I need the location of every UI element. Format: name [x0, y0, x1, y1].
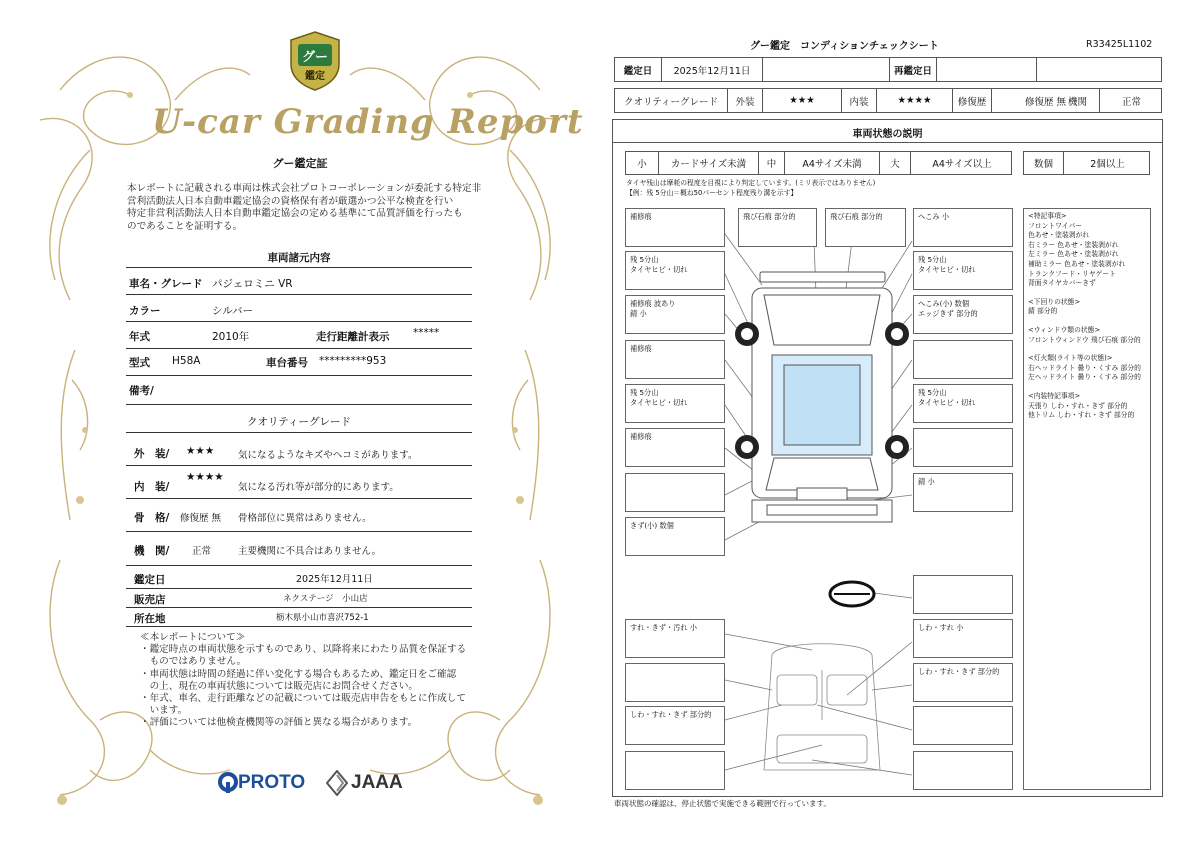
note-line: 色あせ・塗装剥がれ [1028, 231, 1090, 240]
spec-label: カラー [129, 305, 161, 317]
interior-box: しわ・すれ・きず 部分的 [913, 663, 1013, 702]
spec-label: 車台番号 [266, 357, 308, 369]
note-line: 背面タイヤカバーきず [1028, 279, 1096, 288]
size-s-desc: カードサイズ未満 [659, 152, 759, 174]
interior-box [625, 663, 725, 702]
condition-box: 残 5分山 タイヤヒビ・切れ [625, 251, 725, 290]
spec-value: 2010年 [212, 331, 250, 343]
spec-value: *********953 [319, 355, 387, 367]
reappraisal-label: 再鑑定日 [890, 58, 937, 81]
interior-box [913, 751, 1013, 790]
proto-logo-text: PROTO [238, 772, 306, 793]
grade-row-engine [126, 532, 472, 566]
note-line: ものではありません。 [140, 656, 247, 668]
date-row [614, 57, 1162, 82]
note-line: ・鑑定時点の車両状態を示すものであり、以降将来にわたり品質を保証する [140, 644, 467, 656]
appraisal-value: 栃木県小山市喜沢752-1 [276, 613, 369, 623]
condition-box [625, 473, 725, 512]
spec-row-model [126, 349, 472, 376]
date-label: 鑑定日 [615, 58, 662, 81]
note-line: ・車両状態は時間の経過に伴い変化する場合もあるため、鑑定日をご確認 [140, 668, 457, 680]
grade-row-frame [126, 499, 472, 532]
size-m-desc: A4サイズ未満 [785, 152, 880, 174]
spec-label: 走行距離計表示 [316, 331, 390, 343]
repair-value: 修復歴 無 [992, 89, 1100, 112]
note-line: <ウィンドウ類の状態> [1028, 325, 1101, 334]
note-line: 右ヘッドライト 曇り・くすみ 部分的 [1028, 363, 1141, 372]
appraisal-label: 鑑定日 [134, 574, 166, 586]
jaaa-logo-text: JAAA [351, 772, 403, 793]
spec-row-remarks [126, 376, 472, 405]
int-label: 内装 [842, 89, 877, 112]
note-line: 他トリム しわ・すれ・きず 部分的 [1028, 411, 1135, 420]
note-line: <内装特記事項> [1028, 391, 1081, 400]
tire-note-line: タイヤ残山は摩耗の程度を目視により判定しています。(ミリ表示ではありません) [626, 179, 876, 187]
note-line: トランクフード・リヤゲート [1028, 269, 1116, 278]
note-line: の上、現在の車両状態については販売店にお問合せください。 [140, 680, 419, 692]
emblem-bottom-text: 鑑定 [305, 71, 325, 82]
intro-line: 特定非営利活動法人日本自動車鑑定協会の定める基準にて品質評価を行ったも [127, 208, 463, 220]
spec-label: 型式 [129, 357, 150, 369]
condition-box: 錆 小 [913, 473, 1013, 512]
certificate-title: グー鑑定証 [272, 157, 328, 170]
note-line: 左ミラー 色あせ・塗装剥がれ [1028, 250, 1119, 259]
count-desc: 2個以上 [1090, 159, 1125, 170]
condition-box: 補修痕 波あり 錆 小 [625, 295, 725, 334]
note-line: フロントワイパー [1028, 221, 1083, 230]
note-line: います。 [140, 705, 188, 717]
interior-box [913, 706, 1013, 745]
script-title: U-car Grading Report [152, 102, 584, 142]
grade-comment: 気になるようなキズやヘコミがあります。 [238, 450, 418, 461]
size-legend [625, 151, 1012, 175]
spec-row-color [126, 295, 472, 322]
condition-box: 飛び石痕 部分的 [738, 208, 817, 247]
note-line: 右ミラー 色あせ・塗装剥がれ [1028, 240, 1119, 249]
tire-note-line: 【例：残 5分山＝概ね50パーセント程度残り溝を示す】 [626, 188, 798, 197]
condition-box: 残 5分山 タイヤヒビ・切れ [913, 251, 1013, 290]
interior-box [913, 575, 1013, 614]
size-l-desc: A4サイズ以上 [932, 159, 992, 170]
ext-label: 外装 [728, 89, 763, 112]
appraisal-date-row [126, 566, 472, 589]
spec-row-year [126, 322, 472, 349]
grade-value: ★★★★ [186, 471, 224, 483]
spec-value: パジェロミニ VR [212, 278, 293, 290]
report-notes [140, 632, 500, 730]
proto-mark-icon [218, 772, 238, 794]
size-m: 中 [759, 152, 785, 174]
engine-label: 機関 [1056, 89, 1100, 112]
int-value: ★★★★ [877, 89, 953, 112]
intro-line: のであることを証明する。 [127, 220, 243, 232]
grade-label: 機 関/ [134, 545, 170, 557]
footer-note: 車両状態の確認は、停止状態で実施できる範囲で行っています。 [614, 799, 831, 808]
appraisal-address-row [126, 608, 472, 627]
jaaa-mark-icon [326, 770, 348, 796]
tire-note [626, 179, 875, 198]
note-line: ・年式、車名、走行距離などの記載については販売店申告をもとに作成して [140, 693, 466, 705]
spec-label: 備考/ [129, 385, 154, 397]
spec-label: 年式 [129, 331, 150, 343]
condition-box: へこみ 小 [913, 208, 1013, 247]
interior-box [625, 751, 725, 790]
appraisal-label: 販売店 [134, 594, 166, 606]
condition-box: きず(小) 数個 [625, 517, 725, 556]
grade-comment: 気になる汚れ等が部分的にあります。 [238, 482, 399, 493]
grade-value: 修復歴 無 [180, 513, 222, 524]
condition-box: 残 5分山 タイヤヒビ・切れ [625, 384, 725, 423]
engine-value: 正常 [1121, 96, 1141, 108]
note-line: <下回りの状態> [1028, 297, 1081, 306]
size-s: 小 [626, 152, 659, 174]
appraisal-value: ネクステージ 小山店 [283, 594, 368, 604]
emblem-top-text: グー [301, 50, 329, 65]
quality-grade-label: クオリティーグレード [615, 89, 728, 112]
intro-paragraph [127, 183, 487, 233]
date-value: 2025年12月11日 [662, 58, 763, 81]
intro-line: 本レポートに記載される車両は株式会社プロトコーポレーションが委託する特定非 [127, 183, 482, 194]
size-l: 大 [880, 152, 911, 174]
note-line: 錆 部分的 [1028, 307, 1058, 316]
condition-box [913, 428, 1013, 467]
appraisal-label: 所在地 [134, 613, 166, 625]
condition-box: 残 5分山 タイヤヒビ・切れ [913, 384, 1013, 423]
spec-heading: 車両諸元内容 [267, 252, 331, 264]
sheet-id: R33425L1102 [1086, 39, 1153, 50]
note-line: <特記事項> [1028, 212, 1067, 220]
condition-box: へこみ(小) 数個 エッジきず 部分的 [913, 295, 1013, 334]
grade-row-exterior [126, 433, 472, 466]
interior-box: すれ・きず・汚れ 小 [625, 619, 725, 658]
grade-row-interior [126, 466, 472, 499]
spec-label: 車名・グレード [129, 278, 203, 290]
condition-box: 補修痕 [625, 428, 725, 467]
appraisal-value: 2025年12月11日 [296, 574, 373, 585]
note-line: フロントウィンドウ 飛び石痕 部分的 [1028, 335, 1141, 344]
note-line: ・評価については他検査機関等の評価と異なる場合があります。 [140, 717, 418, 729]
interior-box: しわ・すれ 小 [913, 619, 1013, 658]
appraisal-shop-row [126, 589, 472, 608]
note-line: <灯火類(ライト等の状態)> [1028, 354, 1113, 363]
note-line: 左ヘッドライト 曇り・くすみ 部分的 [1028, 373, 1141, 382]
desc-title: 車両状態の説明 [852, 129, 923, 140]
note-line: 補助ミラー 色あせ・塗装剥がれ [1028, 259, 1126, 268]
condition-box [913, 340, 1013, 379]
spec-value: ***** [413, 327, 440, 339]
quality-heading: クオリティーグレード [247, 416, 351, 428]
interior-box: しわ・すれ・きず 部分的 [625, 706, 725, 745]
grade-comment: 主要機関に不具合はありません。 [238, 546, 382, 557]
grade-label: 外 装/ [134, 448, 170, 460]
repair-label: 修復歴 [953, 89, 992, 112]
notes-title: ≪本レポートについて≫ [140, 632, 246, 643]
special-notes-panel [1023, 208, 1151, 790]
spec-row-name [126, 268, 472, 295]
proto-logo [218, 772, 305, 794]
intro-line: 営利活動法人日本自動車鑑定協会の資格保有者が厳選かつ公平な検査を行い [127, 195, 454, 207]
grade-value: ★★★ [186, 445, 215, 457]
spec-value: H58A [172, 355, 201, 367]
spec-value: シルバー [212, 305, 254, 317]
grade-label: 骨 格/ [134, 512, 170, 524]
condition-box: 飛び石痕 部分的 [825, 208, 906, 247]
jaaa-logo [326, 770, 403, 796]
count-label: 数個 [1024, 152, 1064, 174]
sheet-title: グー鑑定 コンディションチェックシート [750, 41, 939, 52]
grade-label: 内 装/ [134, 481, 170, 493]
grade-value: 正常 [192, 546, 212, 557]
quality-row [614, 88, 1162, 113]
grade-comment: 骨格部位に異常はありません。 [238, 513, 372, 524]
goo-kantei-emblem [287, 30, 343, 92]
condition-box: 補修痕 [625, 340, 725, 379]
note-line: 天張り しわ・すれ・きず 部分的 [1028, 401, 1128, 410]
ext-value: ★★★ [763, 89, 842, 112]
count-legend [1023, 151, 1150, 175]
condition-box: 補修痕 [625, 208, 725, 247]
